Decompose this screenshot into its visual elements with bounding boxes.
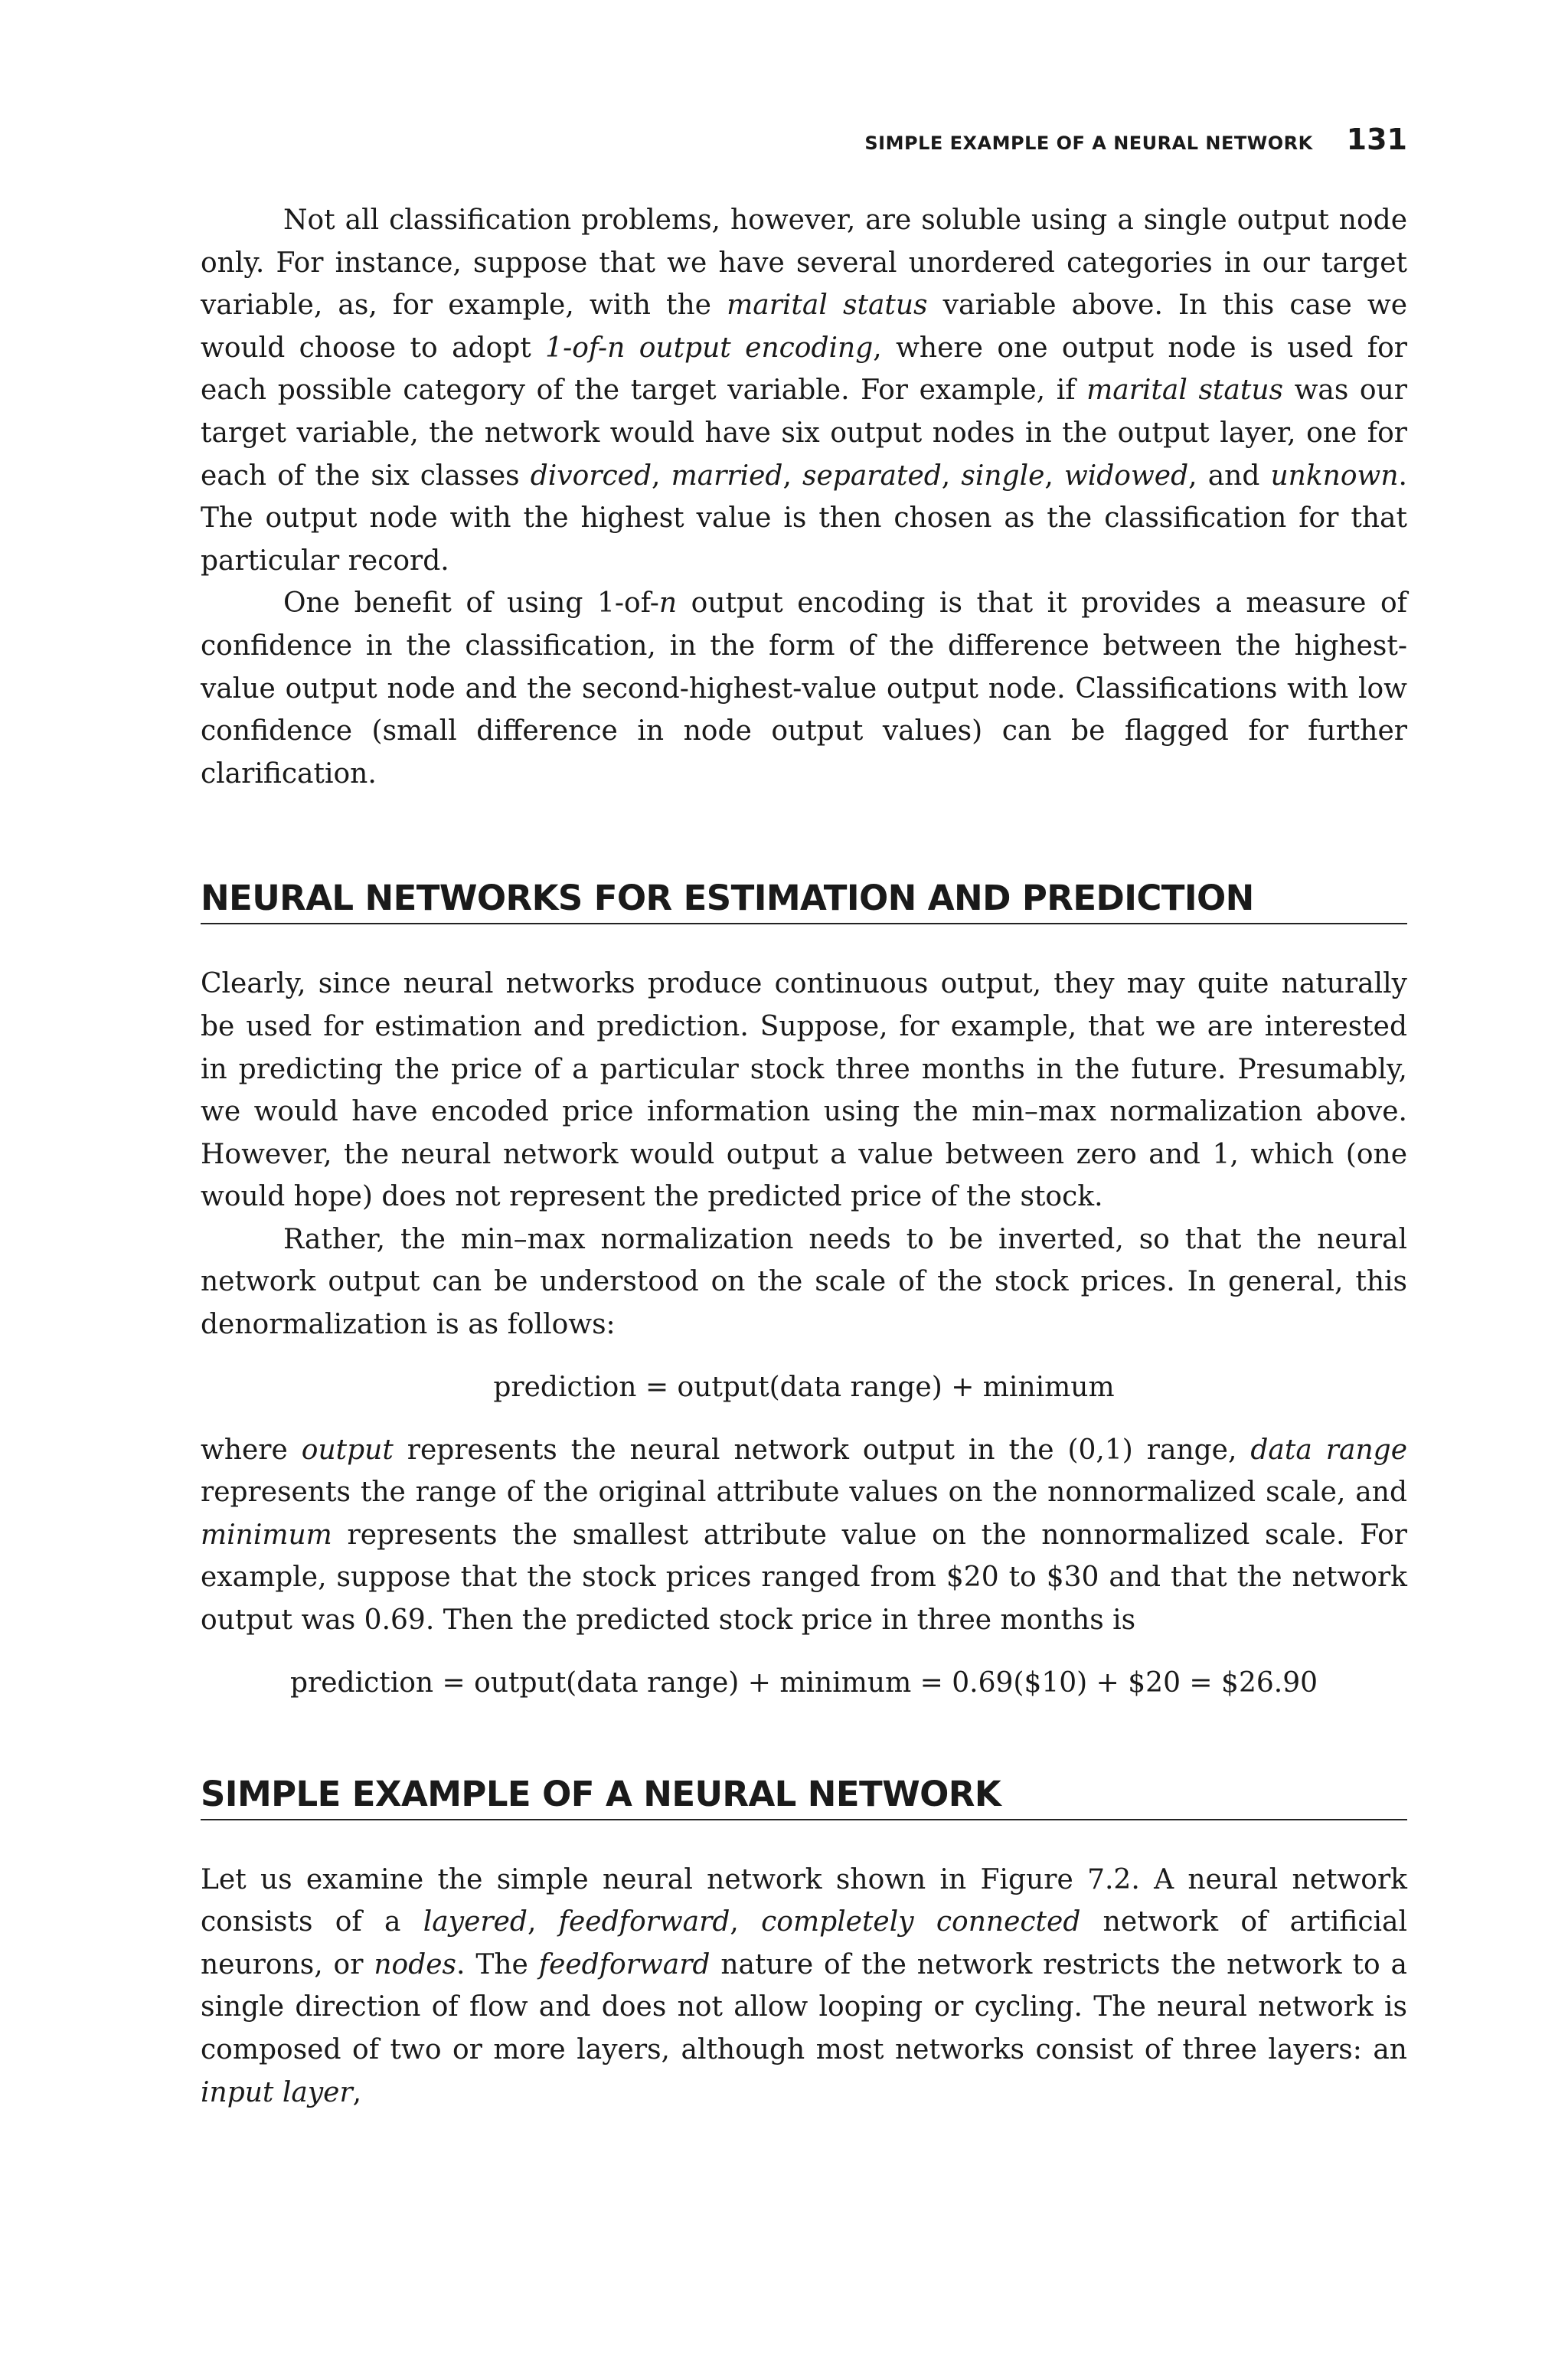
- estimation-paragraph-3: where output represents the neural network output in the (0,1) range, data range represents the range of the original attribute values on the nonnormalized scale, and minimum represents the smallest attribute value on the nonnormalized scale. For example, suppose that the stock prices ranged from $20 to $30 and that the network output was 0.69. Then the predicted stock price in three months is: [201, 1434, 1407, 1637]
- estimation-paragraph-2: Rather, the min–max normalization needs to be inverted, so that the neural network output can be understood on the scale of the stock prices. In general, this denormalization is as follows:: [201, 1223, 1407, 1341]
- prediction-example-equation: prediction = output(data range) + minimum = 0.69($10) + $20 = $26.90: [289, 1666, 1318, 1699]
- simple-example-paragraph-1: Let us examine the simple neural network shown in Figure 7.2. A neural network consists of a layered, feedforward, completely connected network of artificial neurons, or nodes. The feedforward nature of the network restricts the network to a single direction of flow and does not allow looping or cycling. The neural network is composed of two or more layers, although most networks consist of three layers: an input layer,: [201, 1863, 1407, 2108]
- running-header: [201, 123, 1407, 168]
- intro-paragraph-2: One benefit of using 1-of-n output encoding is that it provides a measure of confidence in the classification, in the form of the difference between the highest-value output node and the second-highest-value output node. Classifications with low confidence (small difference in node output values) can be flagged for further clarification.: [201, 587, 1407, 790]
- book-page: [201, 123, 1407, 2114]
- denormalization-equation: prediction = output(data range) + minimum: [493, 1371, 1115, 1403]
- intro-paragraph-1: Not all classification problems, however, are soluble using a single output node only. For instance, suppose that we have several unordered categories in our target variable, as, for example, with the marital status variable above. In this case we would choose to adopt 1-of-n output encoding, where one output node is used for each possible category of the target variable. For example, if marital status was our target variable, the network would have six output nodes in the output layer, one for each of the six classes divorced, married, separated, single, widowed, and unknown. The output node with the highest value is then chosen as the classification for that particular record.: [201, 204, 1407, 577]
- estimation-paragraph-1: Clearly, since neural networks produce continuous output, they may quite naturally be used for estimation and prediction. Suppose, for example, that we are interested in predicting the price of a particular stock three months in the future. Presumably, we would have encoded price information using the min–max normalization above. However, the neural network would output a value between zero and 1, which (one would hope) does not represent the predicted price of the stock.: [201, 968, 1407, 1213]
- running-title: SIMPLE EXAMPLE OF A NEURAL NETWORK: [864, 132, 1313, 154]
- section-heading-simple-example: SIMPLE EXAMPLE OF A NEURAL NETWORK: [201, 1774, 1407, 1820]
- page-number: 131: [1346, 123, 1407, 156]
- section-heading-estimation: NEURAL NETWORKS FOR ESTIMATION AND PREDICTION: [201, 878, 1407, 924]
